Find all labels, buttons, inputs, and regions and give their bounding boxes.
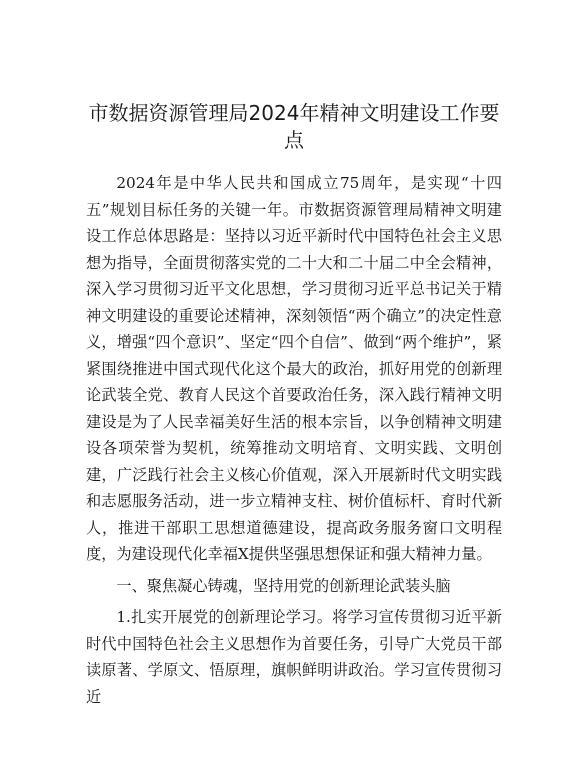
section-heading-1: 一、聚焦凝心铸魂，坚持用党的创新理论武装头脑 xyxy=(116,576,451,595)
document-title: 市数据资源管理局2024年精神文明建设工作要点 xyxy=(88,101,500,152)
intro-paragraph: 2024年是中华人民共和国成立75周年，是实现“十四五”规划目标任务的关键一年。市数据资源管理局精神文明建设工作总体思路是：坚持以习近平新时代中国特色社会主义思想为指导，全面贯彻落实党的二十大和二十届二中全会精神，深入学习贯彻习近平文化思想，学习贯彻习近平总书记关于精神文明建设的重要论述精神，深刻领悟“两个确立”的决定性意义，增强“四个意识”、坚定“四个自信”、做到“两个维护”，紧紧围绕推进中国式现代化这个最大的政治，抓好用党的创新理论武装全党、教育人民这个首要政治任务，深入践行精神文明建设是为了人民幸福美好生活的根本宗旨，以争创精神文明建设各项荣誉为契机，统筹推动文明培育、文明实践、文明创建，广泛践行社会主义核心价值观，深入开展新时代文明实践和志愿服务活动，进一步立精神支柱、树价值标杆、育时代新人，推进干部职工思想道德建设，提高政务服务窗口文明程度，为建设现代化幸福X提供坚强思想保证和强大精神力量。 xyxy=(86,174,502,563)
section-1-item-1: 1.扎实开展党的创新理论学习。将学习宣传贯彻习近平新时代中国特色社会主义思想作为首要任务，引导广大党员干部读原著、学原文、悟原理，旗帜鲜明讲政治。学习宣传贯彻习近 xyxy=(86,608,502,706)
